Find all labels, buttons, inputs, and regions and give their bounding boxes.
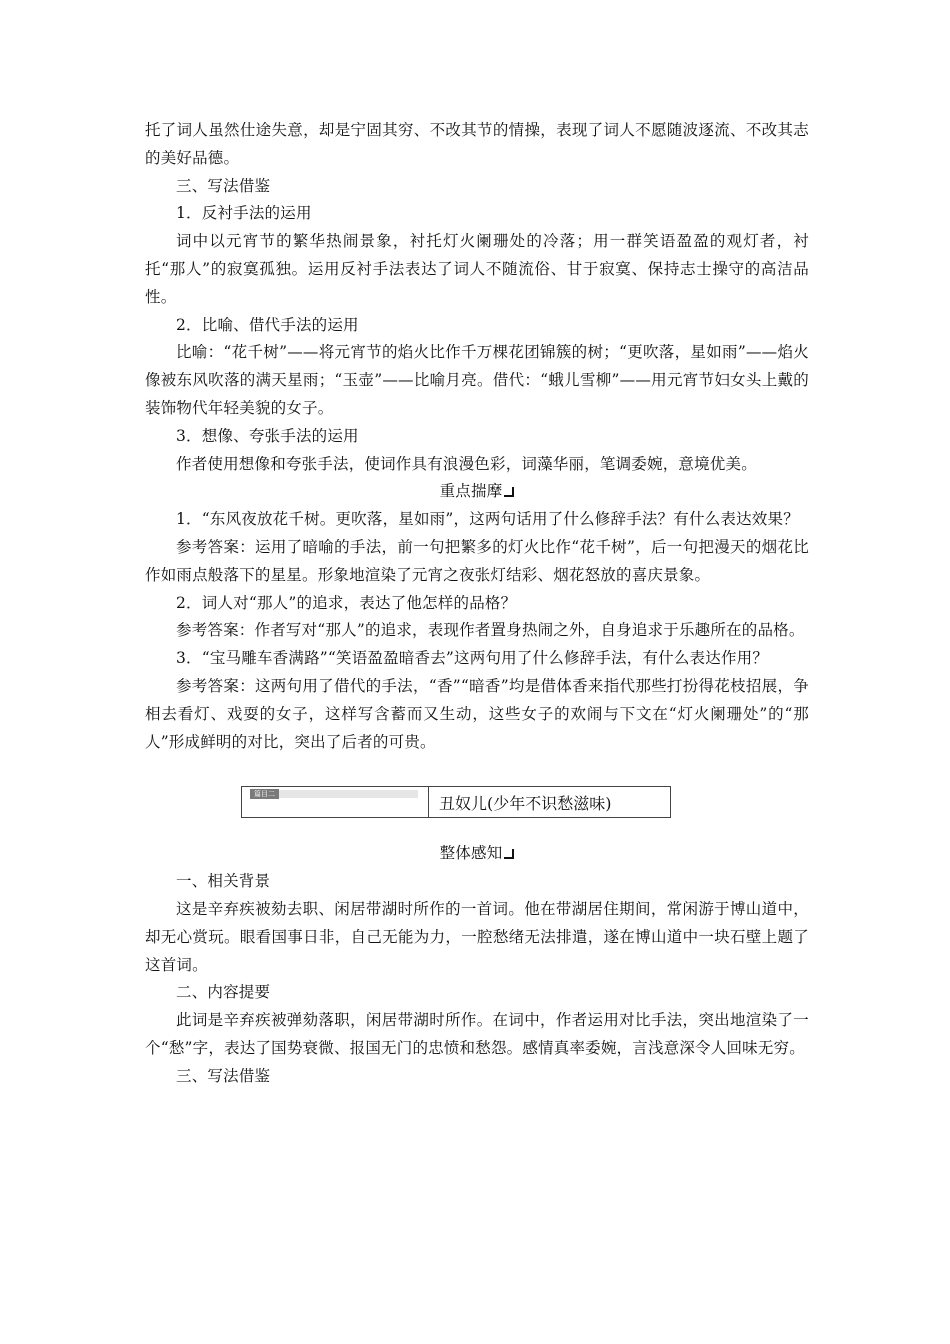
background-text: 这是辛弃疾被劾去职、闲居带湖时所作的一首词。他在带湖居住期间，常闲游于博山道中，却无心赏玩。眼看国事日非，自己无能为力，一腔愁绪无法排遣，遂在博山道中一块石壁上题了这首词。 (145, 899, 809, 974)
poem-title: 丑奴儿(少年不识愁滋味) (439, 793, 612, 813)
section-title-writing-techniques: 三、写法借鉴 (176, 176, 271, 195)
poem-title-box (241, 786, 671, 818)
background-title: 一、相关背景 (176, 872, 271, 891)
writing-techniques-title: 三、写法借鉴 (176, 1066, 271, 1085)
poem-tag-cell (242, 787, 429, 817)
question-3: 3．“宝马雕车香满路”“笑语盈盈暗香去”这两句用了什么修辞手法，有什么表达作用？ (176, 649, 769, 668)
overview-heading-text: 整体感知 (439, 844, 503, 863)
answer-1: 参考答案：运用了暗喻的手法，前一句把繁多的灯火比作“花千树”，后一句把漫天的烟花比作如雨点般落下的星星。形象地渲染了元宵之夜张灯结彩、烟花怒放的喜庆景象。 (145, 537, 809, 584)
item3-text: 作者使用想像和夸张手法，使词作具有浪漫色彩，词藻华丽，笔调委婉，意境优美。 (176, 454, 757, 473)
item1-title: 1．反衬手法的运用 (176, 204, 312, 223)
document-page (145, 117, 809, 1091)
answer-2: 参考答案：作者写对“那人”的追求，表现作者置身热闹之外，自身追求于乐趣所在的品格。 (176, 621, 805, 640)
overview-heading (145, 840, 809, 868)
item2-title: 2．比喻、借代手法的运用 (176, 315, 359, 334)
corner-mark-icon (504, 487, 514, 497)
focus-heading (145, 478, 809, 506)
summary-text: 此词是辛弃疾被弹劾落职，闲居带湖时所作。在词中，作者运用对比手法，突出地渲染了一个“愁”字，表达了国势衰微、报国无门的忠愤和愁怨。感情真率委婉，言浅意深令人回味无穷。 (145, 1011, 809, 1057)
corner-mark-icon (504, 849, 514, 859)
focus-heading-text: 重点揣摩 (439, 482, 503, 501)
answer-3: 参考答案：这两句用了借代的手法，“香”“暗香”均是借体香来指代那些打扮得花枝招展，争相去看灯、戏耍的女子，这样写含蓄而又生动，这些女子的欢闹与下文在“灯火阑珊处”的“那人”形成鲜明的对比，突出了后者的可贵。 (145, 676, 809, 751)
question-2: 2．词人对“那人”的追求，表达了他怎样的品格？ (176, 593, 517, 612)
summary-title: 二、内容提要 (176, 983, 271, 1002)
question-1: 1．“东风夜放花千树。更吹落，星如雨”，这两句话用了什么修辞手法？有什么表达效果？ (176, 510, 799, 529)
intro-paragraph: 托了词人虽然仕途失意，却是宁固其穷、不改其节的情操，表现了词人不愿随波逐流、不改其志的美好品德。 (145, 121, 809, 167)
item2-text: 比喻：“花千树”——将元宵节的焰火比作千万棵花团锦簇的树；“更吹落，星如雨”——焰火像被东风吹落的满天星雨；“玉壶”——比喻月亮。借代：“蛾儿雪柳”——用元宵节妇女头上戴的装饰物代年轻美貌的女子。 (145, 343, 809, 417)
item3-title: 3．想像、夸张手法的运用 (176, 426, 359, 445)
item1-text: 词中以元宵节的繁华热闹景象，衬托灯火阑珊处的冷落；用一群笑语盈盈的观灯者，衬托“那人”的寂寞孤独。运用反衬手法表达了词人不随流俗、甘于寂寞、保持志士操守的高洁品性。 (145, 232, 809, 306)
poem-tag: 篇目二 (250, 789, 279, 799)
